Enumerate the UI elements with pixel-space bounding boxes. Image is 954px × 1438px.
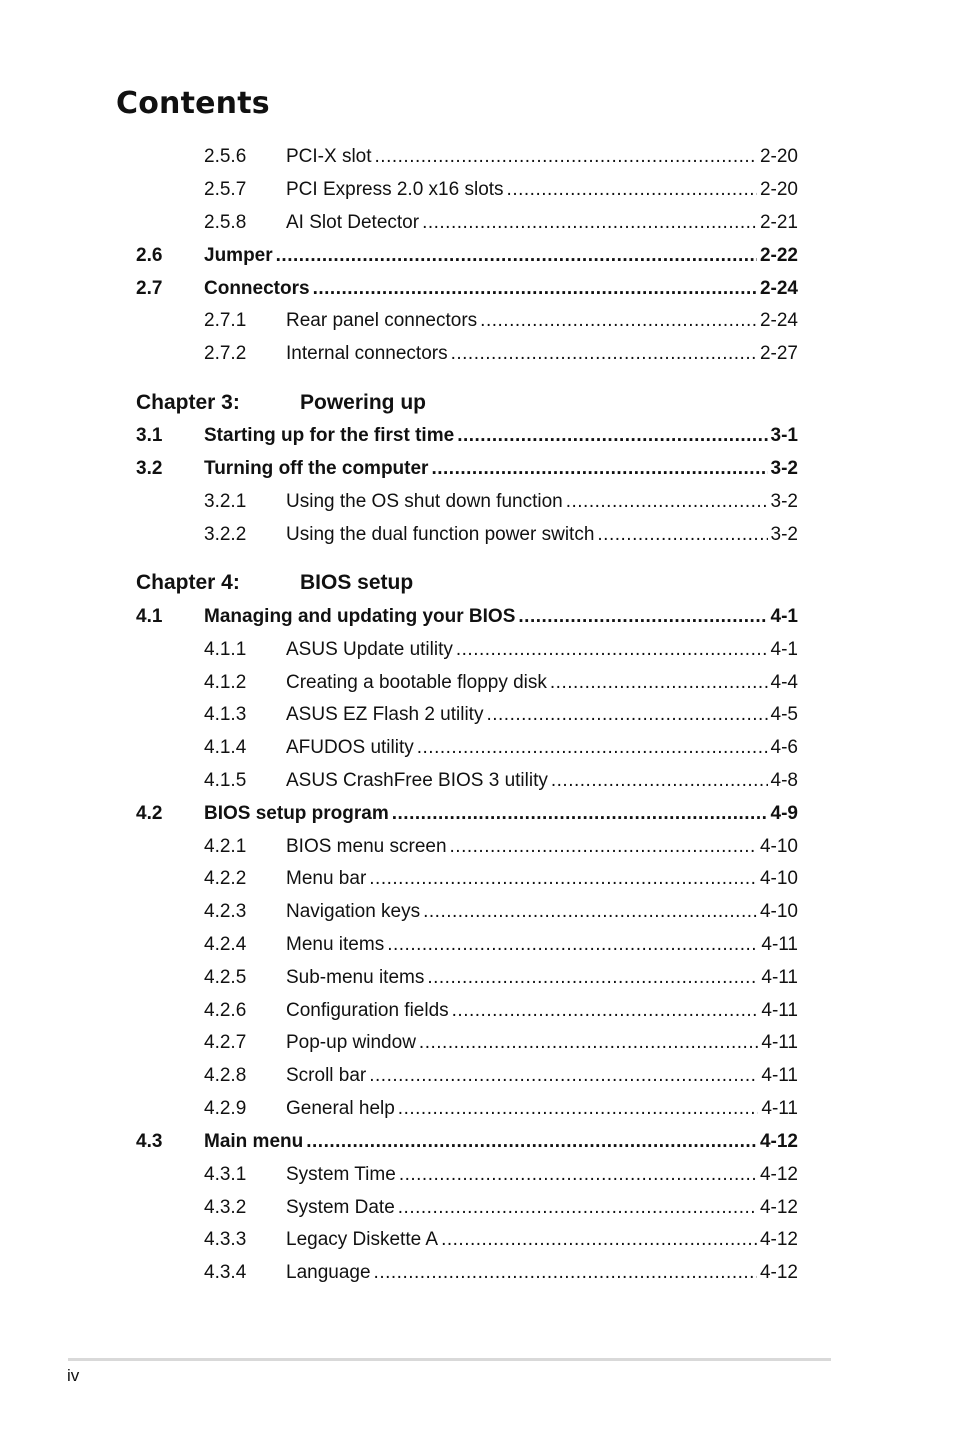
toc-section-entry[interactable] (136, 800, 798, 828)
toc-subsection-entry[interactable] (204, 340, 798, 368)
toc-entry-leader (286, 1161, 759, 1189)
toc-entry-page: 3-2 (768, 488, 798, 516)
toc-entry-title: Menu items (286, 934, 385, 955)
toc-dot-leader (422, 209, 759, 237)
toc-section-entry[interactable] (136, 422, 798, 450)
toc-entry-leader (286, 964, 760, 992)
toc-dot-leader (450, 833, 759, 861)
toc-entry-page: 4-1 (768, 636, 798, 664)
toc-entry-leader (286, 1029, 760, 1057)
toc-dot-leader (566, 488, 770, 516)
toc-entry-page: 4-11 (758, 1062, 798, 1090)
toc-dot-leader (486, 701, 770, 729)
toc-entry-title: General help (286, 1098, 395, 1119)
toc-subsection-entry[interactable] (204, 1226, 798, 1254)
toc-entry-leader (286, 701, 770, 729)
toc-dot-leader (431, 455, 770, 483)
toc-entry-title: ASUS CrashFree BIOS 3 utility (286, 770, 548, 791)
toc-entry-title: System Time (286, 1164, 396, 1185)
toc-entry-title: Starting up for the first time (204, 425, 455, 446)
toc-entry-leader (286, 1194, 759, 1222)
toc-subsection-entry[interactable] (204, 488, 798, 516)
toc-entry-leader (286, 931, 760, 959)
toc-subsection-entry[interactable] (204, 209, 798, 237)
toc-entry-number: 4.2.5 (204, 967, 247, 988)
toc-dot-leader (457, 422, 770, 450)
toc-entry-leader (204, 603, 770, 631)
toc-dot-leader (387, 931, 760, 959)
toc-dot-leader (419, 1029, 760, 1057)
toc-dot-leader (456, 636, 770, 664)
toc-entry-number: 3.2.2 (204, 524, 247, 545)
toc-entry-title: Language (286, 1262, 371, 1283)
toc-subsection-entry[interactable] (204, 1161, 798, 1189)
toc-entry-title: ASUS Update utility (286, 639, 453, 660)
toc-dot-leader (313, 275, 759, 303)
toc-dot-leader (398, 1194, 759, 1222)
toc-chapter-heading (136, 569, 798, 597)
toc-dot-leader (550, 669, 770, 697)
toc-dot-leader (597, 521, 770, 549)
toc-subsection-entry[interactable] (204, 997, 798, 1025)
toc-subsection-entry[interactable] (204, 964, 798, 992)
toc-subsection-entry[interactable] (204, 865, 798, 893)
toc-subsection-entry[interactable] (204, 1095, 798, 1123)
toc-entry-title: Creating a bootable floppy disk (286, 672, 547, 693)
toc-dot-leader (452, 997, 760, 1025)
toc-entry-number: 4.2.1 (204, 836, 247, 857)
toc-entry-page: 2-27 (757, 340, 798, 368)
toc-entry-title: Pop-up window (286, 1032, 416, 1053)
toc-entry-page: 4-1 (768, 603, 798, 631)
toc-entry-leader (286, 176, 759, 204)
toc-entry-number: 4.2 (136, 803, 163, 824)
toc-entry-number: 4.2.7 (204, 1032, 247, 1053)
toc-entry-number: 4.1.2 (204, 672, 247, 693)
toc-entry-page: 4-4 (768, 669, 798, 697)
toc-entry-number: 3.1 (136, 425, 163, 446)
toc-subsection-entry[interactable] (204, 307, 798, 335)
toc-subsection-entry[interactable] (204, 636, 798, 664)
toc-entry-leader (204, 455, 770, 483)
toc-entry-number: 4.2.6 (204, 1000, 247, 1021)
toc-dot-leader (551, 767, 770, 795)
page-title: Contents (116, 86, 270, 121)
toc-entry-page: 4-12 (757, 1226, 798, 1254)
toc-subsection-entry[interactable] (204, 767, 798, 795)
toc-entry-number: 4.3.1 (204, 1164, 247, 1185)
toc-entry-leader (286, 734, 770, 762)
toc-entry-leader (286, 636, 770, 664)
toc-entry-number: 4.1.5 (204, 770, 247, 791)
toc-entry-number: 4.1.3 (204, 704, 247, 725)
toc-entry-page: 4-12 (757, 1194, 798, 1222)
toc-chapter-title: Powering up (300, 391, 426, 414)
toc-entry-leader (204, 242, 759, 270)
toc-dot-leader (399, 1161, 759, 1189)
toc-entry-title: Using the dual function power switch (286, 524, 595, 545)
toc-entry-title: Menu bar (286, 868, 367, 889)
toc-entry-number: 2.5.7 (204, 179, 247, 200)
toc-entry-page: 2-20 (757, 143, 798, 171)
toc-dot-leader (369, 865, 759, 893)
toc-dot-leader (423, 898, 759, 926)
toc-entry-title: Using the OS shut down function (286, 491, 563, 512)
toc-entry-number: 2.7 (136, 278, 163, 299)
toc-entry-title: BIOS menu screen (286, 836, 447, 857)
toc-entry-page: 4-10 (757, 898, 798, 926)
toc-entry-page: 4-12 (757, 1161, 798, 1189)
toc-entry-leader (286, 488, 770, 516)
toc-dot-leader (306, 1128, 759, 1156)
toc-dot-leader (451, 340, 759, 368)
toc-entry-number: 2.6 (136, 245, 163, 266)
toc-entry-number: 2.7.1 (204, 310, 247, 331)
toc-entry-leader (286, 340, 759, 368)
toc-entry-page: 4-10 (757, 833, 798, 861)
toc-dot-leader (392, 800, 770, 828)
toc-dot-leader (507, 176, 759, 204)
toc-section-entry[interactable] (136, 242, 798, 270)
toc-entry-number: 4.1.1 (204, 639, 247, 660)
toc-subsection-entry[interactable] (204, 669, 798, 697)
toc-entry-number: Chapter 4: (136, 571, 240, 594)
toc-subsection-entry[interactable] (204, 521, 798, 549)
toc-entry-leader (204, 275, 759, 303)
toc-entry-leader (286, 767, 770, 795)
toc-entry-title: Turning off the computer (204, 458, 429, 479)
toc-subsection-entry[interactable] (204, 176, 798, 204)
toc-subsection-entry[interactable] (204, 833, 798, 861)
toc-section-entry[interactable] (136, 1128, 798, 1156)
footer-divider (68, 1358, 831, 1361)
toc-entry-page: 4-9 (768, 800, 798, 828)
toc-entry-page: 4-12 (757, 1128, 798, 1156)
toc-entry-page: 4-5 (768, 701, 798, 729)
toc-entry-number: 4.3.3 (204, 1229, 247, 1250)
toc-entry-title: ASUS EZ Flash 2 utility (286, 704, 484, 725)
toc-entry-leader (286, 865, 759, 893)
toc-entry-leader (286, 898, 759, 926)
toc-entry-number: 2.5.6 (204, 146, 247, 167)
toc-entry-leader (286, 1062, 760, 1090)
toc-entry-title: PCI-X slot (286, 146, 372, 167)
toc-entry-number: 4.2.9 (204, 1098, 247, 1119)
toc-chapter-heading (136, 389, 798, 417)
toc-entry-leader (286, 209, 759, 237)
toc-entry-page: 4-10 (757, 865, 798, 893)
toc-entry-number: 4.2.8 (204, 1065, 247, 1086)
toc-entry-page: 4-6 (768, 734, 798, 762)
toc-entry-title: Internal connectors (286, 343, 448, 364)
toc-entry-title: Managing and updating your BIOS (204, 606, 516, 627)
toc-entry-page: 4-12 (757, 1259, 798, 1287)
toc-entry-title: Connectors (204, 278, 310, 299)
toc-entry-leader (286, 307, 759, 335)
toc-entry-title: PCI Express 2.0 x16 slots (286, 179, 504, 200)
toc-entry-number: 4.2.2 (204, 868, 247, 889)
toc-entry-number: 4.3.2 (204, 1197, 247, 1218)
toc-entry-number: 4.3.4 (204, 1262, 247, 1283)
toc-entry-leader (286, 1259, 759, 1287)
toc-entry-page: 3-2 (768, 521, 798, 549)
footer-page-number: iv (67, 1366, 80, 1385)
toc-entry-leader (286, 997, 760, 1025)
toc-subsection-entry[interactable] (204, 701, 798, 729)
toc-dot-leader (518, 603, 770, 631)
toc-entry-number: 4.1.4 (204, 737, 247, 758)
toc-entry-title: System Date (286, 1197, 395, 1218)
toc-subsection-entry[interactable] (204, 931, 798, 959)
toc-subsection-entry[interactable] (204, 734, 798, 762)
toc-entry-title: Navigation keys (286, 901, 421, 922)
toc-entry-number: 4.3 (136, 1131, 163, 1152)
toc-entry-page: 4-11 (758, 997, 798, 1025)
toc-entry-title: Jumper (204, 245, 273, 266)
toc-entry-leader (286, 669, 770, 697)
toc-entry-leader (286, 521, 770, 549)
toc-entry-number: 4.1 (136, 606, 163, 627)
toc-entry-page: 3-2 (768, 455, 798, 483)
toc-dot-leader (441, 1226, 759, 1254)
toc-entry-page: 4-11 (758, 1029, 798, 1057)
toc-entry-number: 3.2.1 (204, 491, 247, 512)
toc-entry-title: Scroll bar (286, 1065, 367, 1086)
toc-entry-page: 2-24 (757, 307, 798, 335)
toc-dot-leader (276, 242, 759, 270)
toc-entry-number: 4.2.4 (204, 934, 247, 955)
toc-section-entry[interactable] (136, 455, 798, 483)
toc-entry-page: 2-24 (757, 275, 798, 303)
toc-subsection-entry[interactable] (204, 1062, 798, 1090)
toc-entry-page: 4-11 (758, 931, 798, 959)
toc-entry-page: 4-11 (758, 1095, 798, 1123)
toc-entry-leader (204, 422, 770, 450)
toc-entry-title: Main menu (204, 1131, 304, 1152)
toc-entry-leader (286, 1226, 759, 1254)
toc-entry-title: Legacy Diskette A (286, 1229, 439, 1250)
toc-entry-title: Sub-menu items (286, 967, 425, 988)
toc-dot-leader (417, 734, 770, 762)
toc-entry-leader (286, 143, 759, 171)
toc-entry-leader (204, 1128, 759, 1156)
toc-subsection-entry[interactable] (204, 1029, 798, 1057)
toc-entry-title: AFUDOS utility (286, 737, 414, 758)
toc-dot-leader (374, 1259, 759, 1287)
toc-entry-leader (286, 833, 759, 861)
toc-entry-leader (286, 1095, 760, 1123)
toc-entry-number: Chapter 3: (136, 391, 240, 414)
toc-entry-title: BIOS setup program (204, 803, 389, 824)
toc-entry-page: 4-8 (768, 767, 798, 795)
toc-entry-page: 2-20 (757, 176, 798, 204)
toc-entry-number: 2.7.2 (204, 343, 247, 364)
toc-entry-number: 4.2.3 (204, 901, 247, 922)
toc-dot-leader (427, 964, 760, 992)
toc-entry-page: 2-21 (757, 209, 798, 237)
toc-entry-number: 2.5.8 (204, 212, 247, 233)
toc-dot-leader (480, 307, 759, 335)
toc-entry-title: AI Slot Detector (286, 212, 420, 233)
toc-section-entry[interactable] (136, 603, 798, 631)
toc-chapter-title: BIOS setup (300, 571, 414, 594)
toc-entry-title: Rear panel connectors (286, 310, 478, 331)
toc-dot-leader (369, 1062, 760, 1090)
toc-entry-page: 3-1 (768, 422, 798, 450)
toc-subsection-entry[interactable] (204, 898, 798, 926)
toc-entry-page: 2-22 (757, 242, 798, 270)
toc-subsection-entry[interactable] (204, 1194, 798, 1222)
toc-entry-title: Configuration fields (286, 1000, 449, 1021)
toc-subsection-entry[interactable] (204, 143, 798, 171)
toc-entry-number: 3.2 (136, 458, 163, 479)
toc-subsection-entry[interactable] (204, 1259, 798, 1287)
toc-dot-leader (375, 143, 759, 171)
toc-section-entry[interactable] (136, 275, 798, 303)
toc-dot-leader (398, 1095, 760, 1123)
toc-entry-page: 4-11 (758, 964, 798, 992)
toc-entry-leader (204, 800, 770, 828)
